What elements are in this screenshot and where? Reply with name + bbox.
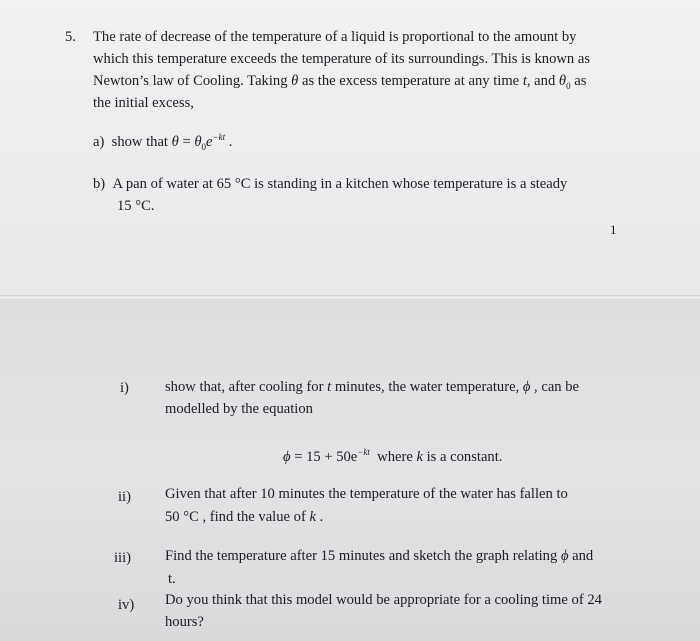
- part-b-line-1: b) A pan of water at 65 °C is standing in a kitchen whose temperature is a steady: [93, 176, 568, 192]
- subpart-i-line-1: show that, after cooling for t minutes, the water temperature, ϕ , can be: [165, 379, 580, 395]
- part-a: a) show that $\theta = \theta_0e^{-kt}$ .: [93, 132, 233, 152]
- subpart-iii-label: iii): [114, 550, 132, 566]
- intro-line-2: which this temperature exceeds the temperature of its surroundings. This is known as: [93, 51, 591, 67]
- model-equation: $\phi = 15 + 50e^{-kt}$ where k is a constant.: [283, 447, 503, 465]
- part-b-line-2: 15 °C.: [117, 198, 155, 214]
- intro-line-4: the initial excess,: [93, 95, 194, 111]
- subpart-iii-line-1: Find the temperature after 15 minutes and sketch the graph relating ϕ and: [165, 548, 594, 564]
- subpart-ii-label: ii): [118, 489, 131, 505]
- subpart-iv-line-2: hours?: [165, 614, 204, 630]
- subpart-iv-label: iv): [118, 597, 135, 613]
- subpart-iii-line-2: t.: [168, 571, 176, 587]
- page-number: 1: [610, 222, 617, 237]
- subpart-i-line-2: modelled by the equation: [165, 401, 313, 417]
- question-number: 5.: [65, 29, 76, 45]
- subpart-ii-line-1: Given that after 10 minutes the temperature of the water has fallen to: [165, 486, 568, 502]
- intro-line-3: Newton’s law of Cooling. Taking θ as the excess temperature at any time t, and $\theta_0$ as: [93, 73, 587, 91]
- intro-line-1: The rate of decrease of the temperature of a liquid is proportional to the amount by: [93, 29, 577, 45]
- subpart-iv-line-1: Do you think that this model would be appropriate for a cooling time of 24: [165, 592, 602, 608]
- subpart-i-label: i): [120, 380, 129, 396]
- subpart-ii-line-2: 50 °C , find the value of k .: [165, 509, 324, 525]
